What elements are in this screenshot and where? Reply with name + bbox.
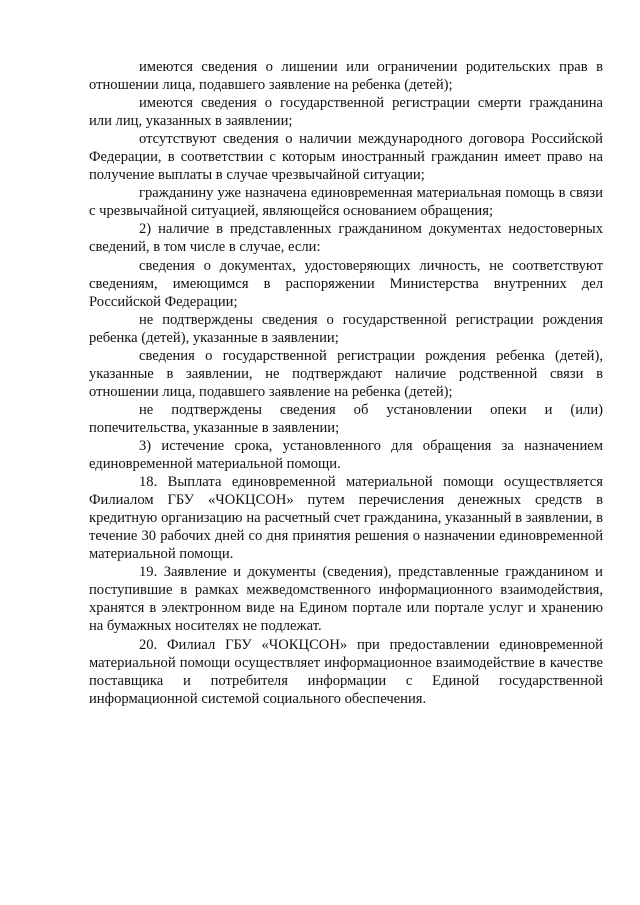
paragraph-parental-rights: имеются сведения о лишении или ограничении родительских прав в отношении лица, подавшего заявление на ребенка (детей); xyxy=(89,59,603,94)
paragraph-section-20: 20. Филиал ГБУ «ЧОКЦСОН» при предоставлении единовременной материальной помощи осуществляет информационное взаимодействие в качестве поставщика и потребителя информации с Единой государственной информационной системой социального обеспечения. xyxy=(89,636,603,707)
paragraph-item-3-deadline: 3) истечение срока, установленного для обращения за назначением единовременной материальной помощи. xyxy=(89,437,603,473)
paragraph-death-registration: имеются сведения о государственной регистрации смерти гражданина или лиц, указанных в заявлении; xyxy=(89,95,603,130)
paragraph-section-18: 18. Выплата единовременной материальной помощи осуществляется Филиалом ГБУ «ЧОКЦСОН» путем перечисления денежных средств в кредитную организацию на расчетный счет гражданина, указанный в заявлении, в течение 30 рабочих дней со дня принятия решения о назначении единовременной материальной помощи. xyxy=(89,474,603,563)
paragraph-item-2-unreliable-info: 2) наличие в представленных гражданином документах недостоверных сведений, в том числе в случае, если: xyxy=(89,221,603,256)
paragraph-section-19: 19. Заявление и документы (сведения), представленные гражданином и поступившие в рамках межведомственного информационного взаимодействия, хранятся в электронном виде на Едином портале или портале услуг и хранению на бумажных носителях не подлежат. xyxy=(89,564,603,635)
paragraph-kinship-unconfirmed: сведения о государственной регистрации рождения ребенка (детей), указанные в заявлении, не подтверждают наличие родственной связи в отношении лица, подавшего заявление на ребенка (детей); xyxy=(89,347,603,400)
paragraph-aid-already-assigned: гражданину уже назначена единовременная материальная помощь в связи с чрезвычайной ситуацией, являющейся основанием обращения; xyxy=(89,185,603,220)
document-page xyxy=(89,58,603,708)
paragraph-identity-documents: сведения о документах, удостоверяющих личность, не соответствуют сведениям, имеющимся в распоряжении Министерства внутренних дел Российской Федерации; xyxy=(89,257,603,310)
paragraph-guardianship-unconfirmed: не подтверждены сведения об установлении опеки и (или) попечительства, указанные в заявлении; xyxy=(89,401,603,436)
paragraph-birth-registration-unconfirmed: не подтверждены сведения о государственной регистрации рождения ребенка (детей), указанные в заявлении; xyxy=(89,311,603,346)
paragraph-international-treaty: отсутствуют сведения о наличии международного договора Российской Федерации, в соответствии с которым иностранный гражданин имеет право на получение выплаты в случае чрезвычайной ситуации; xyxy=(89,131,603,184)
